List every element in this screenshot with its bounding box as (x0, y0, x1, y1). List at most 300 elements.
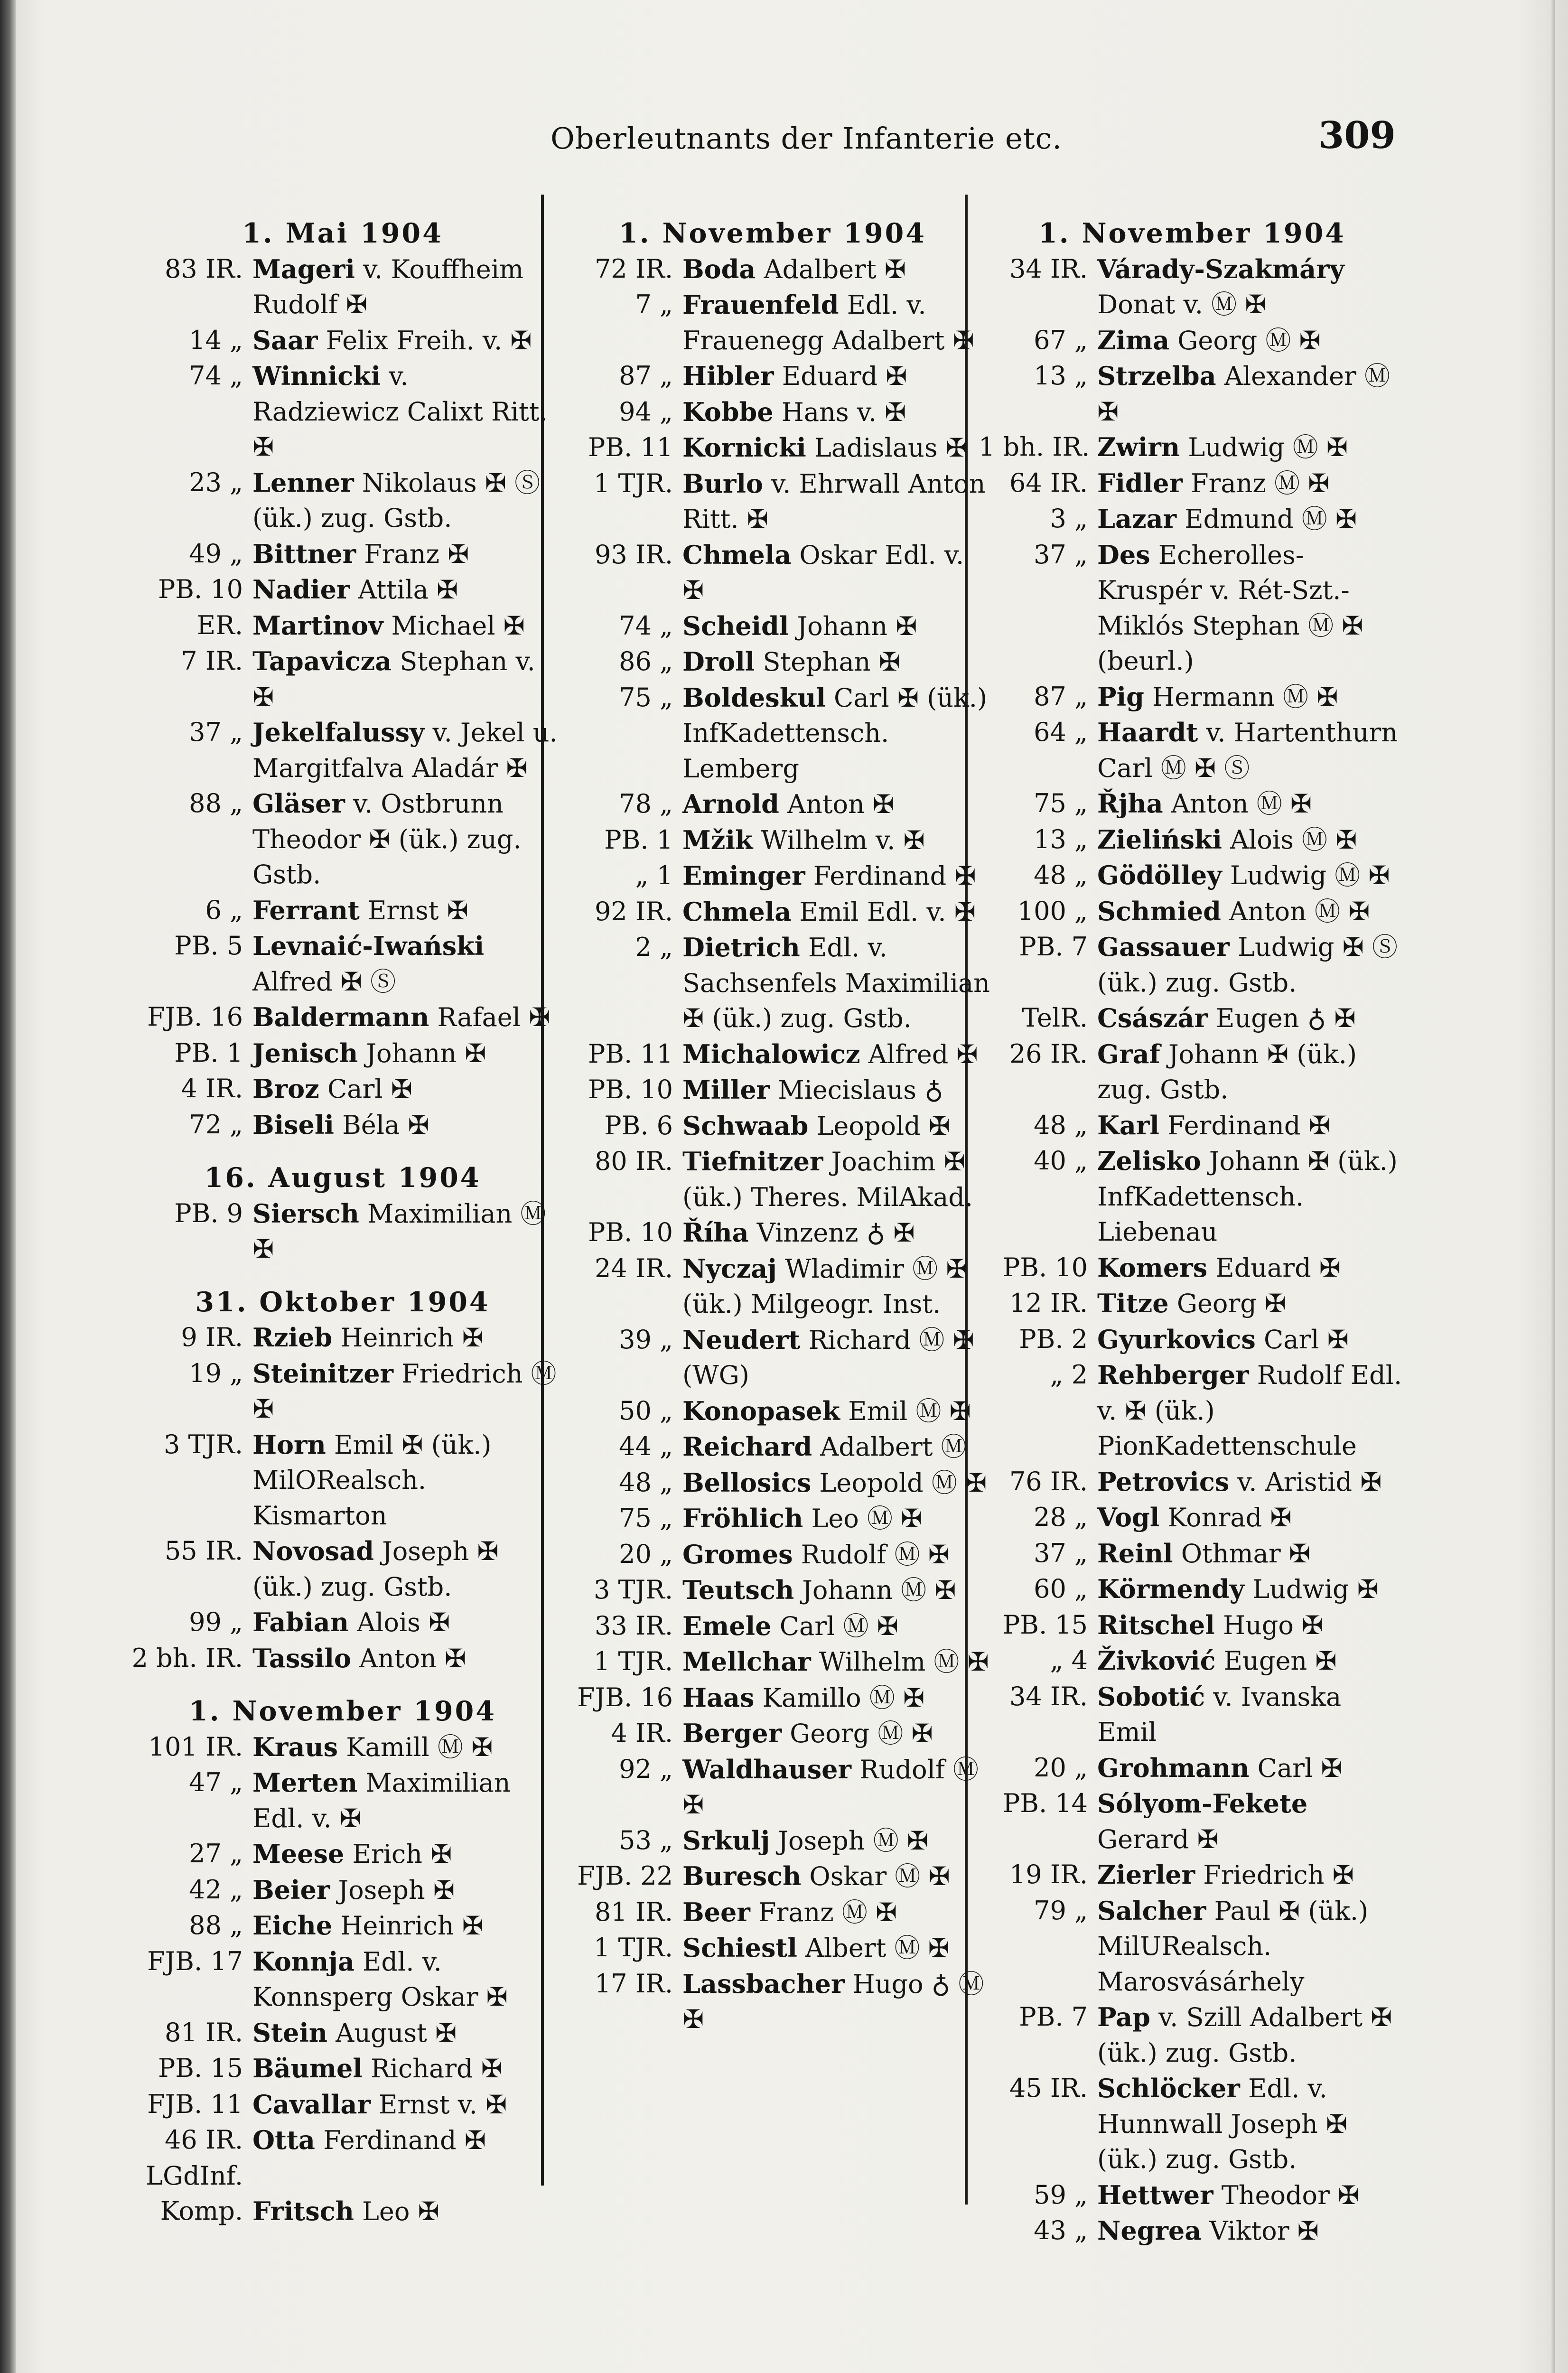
unit-number: 37 „ (1034, 1538, 1088, 1568)
roster-entry (554, 1930, 991, 1966)
roster-entry (979, 1357, 1406, 1464)
surname: Nadier (252, 574, 350, 605)
surname: Kraus (252, 1731, 338, 1762)
officer-name: Rehberger Rudolf Edl. v. ✠ (ük.) PionKadettenschule (1097, 1360, 1402, 1461)
officer-name: Komers Eduard ✠ (1097, 1252, 1341, 1283)
unit-number: 48 „ (619, 1467, 673, 1497)
officer-name: Stein August ✠ (252, 2017, 457, 2048)
officer-name: Michalowicz Alfred ✠ (682, 1038, 978, 1069)
officer-name: Bäumel Richard ✠ (252, 2053, 503, 2083)
officer-name: Bellosics Leopold Ⓜ ✠ (682, 1467, 987, 1498)
officer-name: Emele Carl Ⓜ ✠ (682, 1610, 898, 1641)
unit-number: 48 „ (1034, 860, 1088, 890)
roster-entry (554, 1966, 991, 2037)
unit-number: 1 TJR. (593, 468, 673, 498)
officer-name: Zieliński Alois Ⓜ ✠ (1097, 824, 1357, 855)
surname: Horn (252, 1429, 326, 1460)
surname: Lassbacher (682, 1968, 845, 1999)
surname: Jekelfalussy (252, 717, 425, 747)
unit-number: FJB. 16 (577, 1682, 673, 1712)
unit-number: 93 IR. (594, 539, 673, 570)
surname: Chmela (682, 896, 792, 927)
surname: Meese (252, 1839, 345, 1869)
surname: Várady-Szakmáry (1097, 253, 1344, 284)
unit-number: 81 IR. (594, 1897, 673, 1927)
unit-number: PB. 1 (604, 824, 673, 855)
roster-entry (554, 1465, 991, 1501)
unit-number: FJB. 17 (147, 1946, 243, 1976)
surname: Michalowicz (682, 1038, 860, 1069)
officer-name: Hibler Eduard ✠ (682, 361, 907, 391)
roster-entry (124, 252, 561, 323)
roster-entry (124, 786, 561, 893)
unit-number: PB. 11 (588, 1038, 673, 1069)
officer-name: Fröhlich Leo Ⓜ ✠ (682, 1503, 923, 1533)
roster-entry (979, 1286, 1406, 1322)
officer-name: Vogl Konrad ✠ (1097, 1502, 1292, 1532)
roster-entry (124, 1641, 561, 1677)
roster-entry (979, 1037, 1406, 1108)
officer-name: Gläser v. Ostbrunn Theodor ✠ (ük.) zug. Gstb. (252, 788, 522, 889)
officer-name: Gassauer Ludwig ✠ Ⓢ (ük.) zug. Gstb. (1097, 932, 1398, 998)
roster-entry (124, 928, 561, 1000)
surname: Hibler (682, 361, 774, 391)
unit-number: 86 „ (619, 646, 673, 676)
roster-entry (124, 608, 561, 644)
roster-entry (554, 287, 991, 358)
roster-entry (554, 1859, 991, 1895)
unit-number: 20 „ (1034, 1752, 1088, 1783)
surname: Stein (252, 2017, 328, 2048)
officer-name: Kraus Kamill Ⓜ ✠ (252, 1731, 493, 1762)
surname: Ferrant (252, 895, 360, 925)
surname: Grohmann (1097, 1752, 1250, 1783)
officer-name: Dietrich Edl. v. Sachsenfels Maximilian ✠ (ük.) zug. Gstb. (682, 932, 990, 1033)
surname: Lenner (252, 467, 354, 498)
officer-name: Beer Franz Ⓜ ✠ (682, 1897, 897, 1927)
surname: Haas (682, 1682, 755, 1713)
roster-entry (124, 1944, 561, 2015)
officer-name: Gyurkovics Carl ✠ (1097, 1324, 1349, 1355)
officer-name: Fabian Alois ✠ (252, 1607, 450, 1637)
surname: Rzieb (252, 1322, 333, 1353)
surname: Scheidl (682, 610, 789, 641)
roster-entry (979, 1999, 1406, 2071)
officer-name: Tassilo Anton ✠ (252, 1643, 467, 1673)
unit-number: 40 „ (1034, 1146, 1088, 1176)
roster-entry (979, 929, 1406, 1000)
unit-number: 19 „ (189, 1358, 243, 1388)
surname: Tapavicza (252, 646, 392, 676)
roster-entry (979, 2177, 1406, 2214)
officer-name: Haardt v. Hartenthurn Carl Ⓜ ✠ Ⓢ (1097, 717, 1398, 783)
officer-name: Pap v. Szill Adalbert ✠ (ük.) zug. Gstb. (1097, 2002, 1392, 2068)
roster-entry (979, 252, 1406, 323)
unit-number: 2 bh. IR. (131, 1643, 243, 1673)
unit-number: 60 „ (1034, 1574, 1088, 1604)
unit-number: 37 „ (189, 717, 243, 747)
officer-name: Tapavicza Stephan v. ✠ (252, 646, 535, 712)
roster-entry (554, 430, 991, 466)
unit-number: 44 „ (619, 1431, 673, 1461)
unit-number: 92 IR. (594, 896, 673, 926)
unit-number: 88 „ (189, 1910, 243, 1940)
roster-entry (554, 466, 991, 537)
roster-entry (124, 2051, 561, 2087)
roster-entry (554, 1108, 991, 1144)
roster-entry (554, 1501, 991, 1537)
unit-number: 78 „ (619, 789, 673, 819)
surname: Fabian (252, 1607, 349, 1637)
roster-entry (124, 1356, 561, 1427)
unit-number: 7 „ (635, 290, 673, 319)
surname: Beer (682, 1897, 750, 1927)
unit-number: 64 IR. (1009, 467, 1088, 498)
surname: Gyurkovics (1097, 1324, 1256, 1355)
book-spine-shadow (0, 0, 16, 2373)
unit-number: PB. 15 (1002, 1609, 1088, 1640)
roster-entry (979, 1464, 1406, 1500)
roster-entry (124, 323, 561, 359)
unit-number: ER. (196, 610, 243, 640)
roster-entry (554, 1608, 991, 1644)
unit-number: PB. 7 (1019, 2002, 1088, 2032)
roster-entry (979, 1607, 1406, 1644)
roster-entry (554, 1644, 991, 1680)
roster-entry (979, 466, 1406, 502)
unit-number: 9 IR. (181, 1322, 243, 1352)
officer-name: Merten Maximilian Edl. v. ✠ (252, 1767, 511, 1833)
officer-name: Hettwer Theodor ✠ (1097, 2179, 1360, 2210)
roster-entry (124, 1000, 561, 1036)
surname: Gromes (682, 1539, 793, 1570)
roster-entry (979, 1322, 1406, 1358)
unit-number: 3 TJR. (593, 1575, 673, 1605)
roster-entry (124, 2015, 561, 2051)
unit-number: 100 „ (1017, 896, 1088, 926)
roster-entry (979, 786, 1406, 822)
surname: Cavallar (252, 2089, 371, 2120)
unit-number: 87 „ (619, 361, 673, 391)
officer-name: Boda Adalbert ✠ (682, 253, 906, 284)
surname: Říha (682, 1217, 749, 1248)
unit-number: 75 „ (619, 1503, 673, 1533)
officer-name: Biseli Béla ✠ (252, 1109, 429, 1140)
surname: Zierler (1097, 1859, 1195, 1890)
surname: Řjha (1097, 788, 1163, 819)
unit-number: 49 „ (189, 538, 243, 569)
unit-number: LGdInf. (146, 2160, 243, 2191)
officer-name: Negrea Viktor ✠ (1097, 2215, 1319, 2246)
surname: Boldeskul (682, 682, 826, 713)
officer-name: Jekelfalussy v. Jekel u. Margitfalva Aladár ✠ (252, 717, 558, 783)
roster-entry (554, 1429, 991, 1465)
unit-number: 45 IR. (1009, 2073, 1088, 2103)
surname: Bellosics (682, 1467, 812, 1498)
roster-entry (124, 1196, 561, 1267)
roster-entry (554, 1823, 991, 1859)
roster-entry (979, 679, 1406, 715)
unit-number: 1 bh. IR. (979, 432, 1090, 462)
unit-number: 20 „ (619, 1539, 673, 1569)
roster-entry (554, 608, 991, 645)
surname: Haardt (1097, 717, 1198, 747)
officer-name: Chmela Oskar Edl. v. ✠ (682, 539, 964, 605)
officer-name: Kobbe Hans v. ✠ (682, 396, 906, 427)
officer-name: Miller Miecislaus ♁ (682, 1074, 943, 1105)
surname: Des (1097, 539, 1150, 570)
officer-name: Zierler Friedrich ✠ (1097, 1859, 1354, 1890)
officer-name: Beier Joseph ✠ (252, 1874, 455, 1905)
unit-number: 4 IR. (611, 1718, 673, 1748)
roster-entry (124, 1036, 561, 1072)
roster-entry (979, 1893, 1406, 2000)
unit-number: 74 „ (189, 361, 243, 391)
surname: Tassilo (252, 1643, 351, 1673)
roster-entry (554, 1072, 991, 1108)
surname: Eiche (252, 1910, 333, 1941)
officer-name: Eminger Ferdinand ✠ (682, 860, 976, 891)
unit-number: 48 „ (1034, 1110, 1088, 1140)
roster-entry (979, 537, 1406, 679)
officer-name: Jenisch Johann ✠ (252, 1037, 486, 1068)
roster-entry (124, 2122, 561, 2158)
roster-entry (979, 1679, 1406, 1750)
officer-name: Steinitzer Friedrich Ⓜ ✠ (252, 1358, 557, 1424)
roster-entry (979, 501, 1406, 537)
section-spacer (124, 1267, 561, 1285)
unit-number: 37 „ (1034, 539, 1088, 570)
officer-name: Waldhauser Rudolf Ⓜ ✠ (682, 1754, 979, 1820)
surname: Miller (682, 1074, 770, 1105)
officer-name: Horn Emil ✠ (ük.) MilORealsch. Kismarton (252, 1429, 492, 1531)
unit-number: 33 IR. (594, 1610, 673, 1641)
unit-number: 74 „ (619, 610, 673, 641)
surname: Chmela (682, 539, 792, 570)
officer-name: Salcher Paul ✠ (ük.) MilURealsch. Marosvásárhely (1097, 1895, 1369, 1997)
officer-name: Tiefnitzer Joachim ✠ (ük.) Theres. MilAkad. (682, 1146, 973, 1212)
roster-entry (124, 1872, 561, 1908)
officer-name: Broz Carl ✠ (252, 1074, 412, 1104)
roster-entry (554, 858, 991, 894)
roster-entry (554, 1895, 991, 1931)
surname: Emele (682, 1610, 772, 1641)
roster-entry (554, 1572, 991, 1608)
unit-number: PB. 2 (1019, 1324, 1088, 1354)
officer-name: Körmendy Ludwig ✠ (1097, 1574, 1379, 1604)
officer-name: Schiestl Albert Ⓜ ✠ (682, 1933, 950, 1963)
unit-number: FJB. 11 (147, 2089, 243, 2119)
unit-number: PB. 10 (158, 574, 243, 604)
roster-entry (124, 2087, 561, 2123)
surname: Ritschel (1097, 1609, 1215, 1640)
surname: Neudert (682, 1324, 801, 1355)
roster-entry (979, 2213, 1406, 2249)
roster-entry (979, 1250, 1406, 1286)
unit-number: 7 IR. (181, 646, 243, 676)
surname: Schlöcker (1097, 2073, 1240, 2103)
roster-entry (124, 572, 561, 608)
surname: Konopasek (682, 1395, 840, 1426)
surname: Schiestl (682, 1933, 797, 1963)
section-spacer (124, 1676, 561, 1694)
officer-name: Martinov Michael ✠ (252, 610, 525, 641)
unit-number: 72 IR. (594, 253, 673, 284)
section-spacer (124, 1143, 561, 1160)
unit-number: PB. 10 (588, 1074, 673, 1104)
roster-entry (124, 465, 561, 536)
unit-number: 43 „ (1034, 2215, 1088, 2245)
surname: Körmendy (1097, 1574, 1245, 1604)
roster-entry (979, 1536, 1406, 1572)
surname: Tiefnitzer (682, 1146, 823, 1177)
unit-number: 1 TJR. (593, 1933, 673, 1962)
roster-entry (979, 1500, 1406, 1536)
officer-name: Császár Eugen ♁ ✠ (1097, 1003, 1356, 1033)
roster-entry (979, 1643, 1406, 1679)
officer-name: Frauenfeld Edl. v. Frauenegg Adalbert ✠ (682, 290, 974, 355)
unit-number: 3 TJR. (163, 1429, 243, 1459)
surname: Buresch (682, 1861, 802, 1891)
column-2 (554, 216, 991, 2037)
officer-name: Nadier Attila ✠ (252, 574, 458, 605)
unit-number: „ 2 (1050, 1360, 1088, 1390)
roster-entry (979, 1108, 1406, 1144)
roster-entry (124, 2194, 561, 2230)
surname: Schmied (1097, 896, 1221, 926)
officer-name: Reinl Othmar ✠ (1097, 1538, 1311, 1569)
surname: Mageri (252, 253, 355, 284)
roster-entry (554, 1393, 991, 1429)
officer-name: Ferrant Ernst ✠ (252, 895, 468, 925)
roster-entry (554, 394, 991, 430)
officer-name: Meese Erich ✠ (252, 1839, 452, 1869)
surname: Eminger (682, 860, 805, 891)
roster-entry (554, 680, 991, 787)
unit-number: 4 IR. (181, 1074, 243, 1103)
unit-number: 67 „ (1034, 325, 1088, 355)
officer-name: Levnaić-Iwański Alfred ✠ Ⓢ (252, 931, 485, 997)
surname: Nyczaj (682, 1253, 777, 1284)
officer-name: Grohmann Carl ✠ (1097, 1752, 1343, 1783)
unit-number: „ 4 (1050, 1645, 1088, 1675)
surname: Pig (1097, 681, 1144, 712)
surname: Fidler (1097, 467, 1183, 498)
unit-number: 99 „ (189, 1607, 243, 1637)
unit-number: 14 „ (189, 325, 243, 355)
surname: Mžik (682, 824, 753, 855)
surname: Winnicki (252, 361, 381, 391)
officer-name: Graf Johann ✠ (ük.) zug. Gstb. (1097, 1038, 1357, 1104)
surname: Komers (1097, 1252, 1208, 1283)
officer-name: Gromes Rudolf Ⓜ ✠ (682, 1539, 950, 1570)
surname: Beier (252, 1874, 330, 1905)
officer-name: Des Echerolles-Kruspér v. Rét-Szt.-Miklós Stephan Ⓜ ✠ (beurl.) (1097, 539, 1363, 676)
roster-entry (124, 1427, 561, 1534)
unit-number: PB. 10 (588, 1217, 673, 1247)
surname: Droll (682, 646, 755, 677)
officer-name: Rzieb Heinrich ✠ (252, 1322, 484, 1353)
roster-entry (554, 358, 991, 394)
surname: Zima (1097, 325, 1170, 355)
roster-entry (979, 1750, 1406, 1786)
officer-name: Burlo v. Ehrwall Anton Ritt. ✠ (682, 468, 986, 534)
roster-entry (979, 2071, 1406, 2177)
officer-name: Mžik Wilhelm v. ✠ (682, 824, 925, 855)
surname: Zieliński (1097, 824, 1222, 855)
roster-entry (979, 1786, 1406, 1857)
section-date-heading: 31. Oktober 1904 (195, 1286, 490, 1318)
officer-name: Mageri v. Kouffheim Rudolf ✠ (252, 253, 524, 319)
unit-number: 75 „ (1034, 788, 1088, 818)
surname: Zwirn (1097, 432, 1180, 462)
surname: Bittner (252, 538, 356, 569)
surname: Strzelba (1097, 361, 1216, 391)
officer-name: Nyczaj Wladimir Ⓜ ✠ (ük.) Milgeogr. Inst. (682, 1253, 968, 1319)
unit-number: 64 „ (1034, 717, 1088, 747)
surname: Fritsch (252, 2196, 354, 2226)
surname: Császár (1097, 1003, 1208, 1033)
roster-entry (979, 894, 1406, 930)
section-date-heading: 16. August 1904 (204, 1162, 481, 1194)
unit-number: 83 IR. (164, 253, 243, 284)
unit-number: 80 IR. (594, 1146, 673, 1176)
page-edge (1550, 0, 1555, 2373)
unit-number: 42 „ (189, 1874, 243, 1905)
officer-name: Chmela Emil Edl. v. ✠ (682, 896, 976, 927)
officer-name: Ritschel Hugo ✠ (1097, 1609, 1324, 1640)
officer-name: Gödölley Ludwig Ⓜ ✠ (1097, 860, 1390, 890)
roster-entry (124, 536, 561, 572)
officer-name: Pig Hermann Ⓜ ✠ (1097, 681, 1338, 712)
roster-entry (979, 1143, 1406, 1250)
roster-entry (979, 430, 1406, 466)
unit-number: 26 IR. (1009, 1038, 1088, 1069)
unit-number: 28 „ (1034, 1502, 1088, 1532)
unit-number: 88 „ (189, 788, 243, 818)
roster-entry (124, 1605, 561, 1641)
roster-entry (554, 1537, 991, 1573)
roster-entry (554, 1716, 991, 1752)
officer-name: Berger Georg Ⓜ ✠ (682, 1718, 933, 1748)
surname: Mellchar (682, 1646, 811, 1677)
roster-entry (554, 1215, 991, 1251)
roster-entry (124, 2158, 561, 2194)
officer-name: Lassbacher Hugo ♁ Ⓜ ✠ (682, 1968, 984, 2034)
roster-entry (554, 1251, 991, 1322)
unit-number: 17 IR. (594, 1968, 673, 1999)
officer-name: Boldeskul Carl ✠ (ük.) InfKadettensch. Lemberg (682, 682, 988, 784)
surname: Saar (252, 325, 318, 355)
surname: Bäumel (252, 2053, 363, 2083)
roster-entry (554, 1144, 991, 1215)
surname: Lazar (1097, 504, 1177, 534)
surname: Rehberger (1097, 1360, 1249, 1390)
unit-number: 6 „ (205, 895, 243, 925)
unit-number: 13 „ (1034, 824, 1088, 854)
officer-name: Teutsch Johann Ⓜ ✠ (682, 1575, 956, 1605)
unit-number: 1 TJR. (593, 1646, 673, 1676)
officer-name: Arnold Anton ✠ (682, 789, 895, 819)
surname: Biseli (252, 1109, 334, 1140)
roster-entry (124, 1765, 561, 1836)
unit-number: PB. 9 (174, 1198, 243, 1228)
surname: Burlo (682, 468, 763, 499)
officer-name: Konopasek Emil Ⓜ ✠ (682, 1395, 971, 1426)
officer-name: Buresch Oskar Ⓜ ✠ (682, 1861, 950, 1891)
unit-number: PB. 1 (174, 1037, 243, 1068)
page-number: 309 (1318, 114, 1396, 157)
